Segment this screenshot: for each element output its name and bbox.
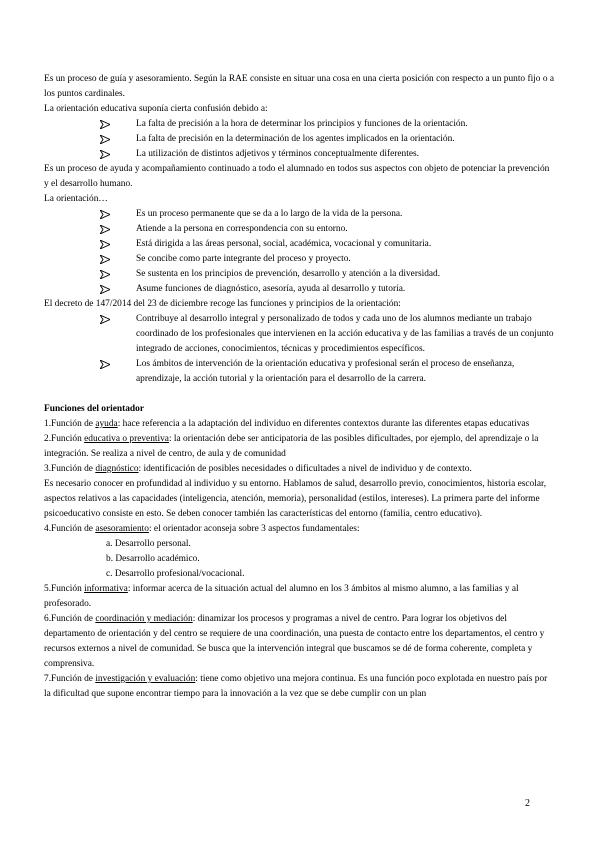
- list-item: Atiende a la persona en correspondencia con su entorno.: [100, 222, 556, 237]
- bullet-list-1: [44, 117, 556, 162]
- page-number: 2: [525, 798, 530, 809]
- section-heading: Funciones del orientador: [44, 404, 144, 414]
- list-item: Asume funciones de diagnóstico, asesoría, ayuda al desarrollo y tutoría.: [100, 282, 556, 297]
- list-item: La falta de precisión a la hora de determinar los principios y funciones de la orientación.: [100, 117, 556, 132]
- list-item: Los ámbitos de intervención de la orientación educativa y profesional serán el proceso de enseñanza, aprendizaje, la acción tutorial y la orientación para el desarrollo de la carrera.: [100, 357, 556, 387]
- list-item: a. Desarrollo personal.: [106, 539, 191, 549]
- intro-paragraph-4: La orientación…: [44, 194, 108, 204]
- function-coordinacion: 6.Función de coordinación y mediación: dinamizar los procesos y programas a nivel de centro. Para lograr los objetivos del departamento de orientación y del centro se requiere de una coordinación, una puesta de contacto entre los departamentos, el centro y recursos externos a nivel de comunidad. Se busca que la intervención integral que buscamos se dé de forma coherente, completa y comprensiva.: [44, 614, 545, 669]
- function-diagnostico: 3.Función de diagnóstico: identificación de posibles necesidades o dificultades a nivel de individuo y de contexto.: [44, 464, 472, 474]
- arrow-bullet-icon: [100, 357, 130, 375]
- function-ayuda: 1.Función de ayuda: hace referencia a la adaptación del individuo en diferentes contextos durante las diferentes etapas educativas: [44, 419, 530, 429]
- list-item: Se sustenta en los principios de prevención, desarrollo y atención a la diversidad.: [100, 267, 556, 282]
- document-page: [44, 72, 556, 702]
- list-item: Se concibe como parte integrante del proceso y proyecto.: [100, 252, 556, 267]
- function-informativa: 5.Función informativa: informar acerca de la situación actual del alumno en los 3 ámbitos al mismo alumno, a las familias y al profesorado.: [44, 584, 519, 609]
- function-diagnostico-detail: Es necesario conocer en profundidad al individuo y su entorno. Hablamos de salud, desarrollo previo, conocimientos, historia escolar, aspectos relativos a las capacidades (inteligencia, atención, memoria), personalidad (estilos, intereses). La primera parte del informe psicoeducativo consiste en esto. Se deben conocer también las características del entorno (familia, centro educativo).: [44, 479, 547, 519]
- bullet-list-3: [44, 312, 556, 387]
- function-preventiva: 2.Función educativa o preventiva: la orientación debe ser anticipatoria de las posibles dificultades, por ejemplo, del aprendizaje o la integración. Se realiza a nivel de centro, de aula y de comunidad: [44, 434, 539, 459]
- list-item: La utilización de distintos adjetivos y términos conceptualmente diferentes.: [100, 147, 556, 162]
- list-item: Contribuye al desarrollo integral y personalizado de todos y cada uno de los alumnos mediante un trabajo coordinado de los profesionales que intervienen en la acción educativa y de las familias a través de un conjunto integrado de acciones, conocimientos, técnicas y procedimientos específicos.: [100, 312, 556, 357]
- function-asesoramiento: 4.Función de asesoramiento: el orientador aconseja sobre 3 aspectos fundamentales:: [44, 524, 360, 534]
- arrow-bullet-icon: [100, 282, 130, 300]
- list-item: La falta de precisión en la determinación de los agentes implicados en la orientación.: [100, 132, 556, 147]
- list-item: c. Desarrollo profesional/vocacional.: [106, 569, 245, 579]
- list-item: Es un proceso permanente que se da a lo largo de la vida de la persona.: [100, 207, 556, 222]
- list-item: Está dirigida a las áreas personal, social, académica, vocacional y comunitaria.: [100, 237, 556, 252]
- function-investigacion: 7.Función de investigación y evaluación: tiene como objetivo una mejora continua. Es una función poco explotada en nuestro país por la dificultad que supone encontrar tiempo para la innovación a la vez que se debe cumplir con un plan: [44, 674, 548, 699]
- arrow-bullet-icon: [100, 312, 130, 330]
- intro-paragraph-3: Es un proceso de ayuda y acompañamiento continuado a todo el alumnado en todos sus aspectos con objeto de potenciar la prevención y el desarrollo humano.: [44, 164, 550, 189]
- intro-paragraph-2: La orientación educativa suponía cierta confusión debido a:: [44, 104, 268, 114]
- arrow-bullet-icon: [100, 147, 130, 165]
- bullet-list-2: [44, 207, 556, 297]
- intro-paragraph-5: El decreto de 147/2014 del 23 de diciembre recoge las funciones y principios de la orientación:: [44, 299, 401, 309]
- list-item: b. Desarrollo académico.: [106, 554, 200, 564]
- intro-paragraph-1: Es un proceso de guía y asesoramiento. Según la RAE consiste en situar una cosa en una cierta posición con respecto a un punto fijo o a los puntos cardinales.: [44, 74, 555, 99]
